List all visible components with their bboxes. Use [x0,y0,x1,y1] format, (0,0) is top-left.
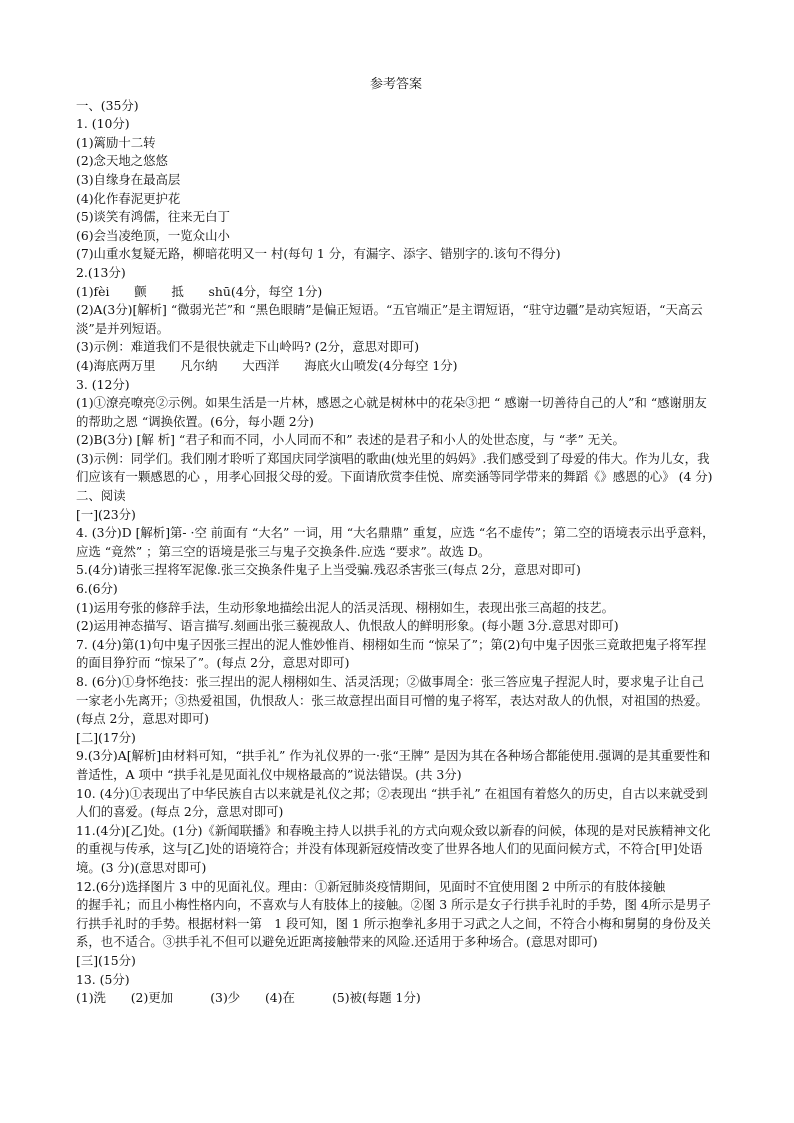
page-title: 参考答案 [369,77,422,92]
q2-answer-3: (3)示例：难道我们不是很快就走下山岭吗? (2分，意思对即可) [76,339,420,355]
q3-answer-2: (2)B(3分) [解 析] “君子和而不同，小人同而不和” 表述的是君子和小人的处世态度，与 “孝” 无关。 [76,432,625,448]
part-3-heading: [三](15分) [76,952,136,968]
q1-answer-3: (3)自缘身在最高层 [76,171,181,187]
q12-answer-part-2: 的握手礼；而且小梅性格内向，不喜欢与人有肢体上的接触。②图 3 所示是女子行拱手礼时的手势，图 4所示是男子行拱手礼时的手势。根据材料一第 1 段可知，图 1 所示抱拳礼多用于习武之人之间，不符合小梅和舅舅的身份及关系，也不适合。③拱手礼不但可以避免近距离接触带来的风险.还适用于多种场合。(意思对即可) [76,897,711,950]
q2-answer-1: (1)fèi 颤 抵 shū(4分，每空 1分) [76,283,323,299]
q4-answer: 4. (3分)D [解析]第- ·空 前面有 “大名” 一词，用 “大名鼎鼎” 重复，应选 “名不虚传”；第二空的语境表示出乎意料，应选 “竟然” ；第三空的语境是张三与鬼子交换条件.应选 “要求”。故选 D。 [76,525,715,559]
q1-answer-5: (5)谈笑有鸿儒，往来无白丁 [76,209,230,225]
q3-answer-3: (3)示例：同学们。我们刚才聆听了郑国庆同学演唱的歌曲(烛光里的妈妈》.我们感受到了母爱的伟大。作为儿女，我们应该有一颗感恩的心 ，用孝心回报父母的爱。下面请欣赏李佳悦、席奕涵等同学带来的舞蹈《》感恩的心》 (4 分) [76,450,713,485]
section-2-heading: 二、阅读 [76,488,126,504]
q1-heading: 1. (10分) [76,116,130,132]
q2-heading: 2.(13分) [76,264,126,280]
q1-answer-2: (2)念天地之悠悠 [76,153,168,169]
q5-answer: 5.(4分)请张三捏将军泥像.张三交换条件鬼子上当受骗.残忍杀害张三(每点 2分，意思对即可) [76,562,581,578]
q1-answer-4: (4)化作春泥更护花 [76,190,181,206]
section-1-heading: 一、(35分) [76,97,139,113]
q9-answer: 9.(3分)A[解析]由材料可知，“拱手礼” 作为礼仪界的一·张“王牌” 是因为其在各种场合都能使用.强调的是其重要性和普适性，A 项中 “拱手礼是见面礼仪中规格最高的”说法错误。(共 3分) [76,748,711,782]
q6-answer-1: (1)运用夸张的修辞手法，生动形象地描绘出泥人的活灵活现、栩栩如生，表现出张三高超的技艺。 [76,599,614,615]
q13-heading: 13. (5分) [76,971,130,987]
q10-answer: 10. (4分)①表现出了中华民族自古以来就是礼仪之邦；②表现出 “拱手礼” 在祖国有着悠久的历史，自古以来就受到人们的喜爱。(每点 2分，意思对即可) [76,785,708,820]
q11-answer: 11.(4分)[乙]处。(1分)《新闻联播》和春晚主持人以拱手礼的方式向观众致以新春的问候，体现的是对民族精神文化的重视与传承，这与[乙]处的语境符合；并没有体现新冠疫情改变了世界各地人们的见面问候方式，不符合[甲]处语境。(3 分)(意思对即可) [76,822,711,875]
q1-answer-6: (6)会当凌绝顶，一览众山小 [76,227,230,243]
q7-answer: 7. (4分)第(1)句中鬼子因张三捏出的泥人惟妙惟肖、栩栩如生而 “惊呆了”；第(2)句中鬼子因张三竟敢把鬼子将军捏的面目狰狞而 “惊呆了”。(每点 2分，意思对即可) [76,636,707,671]
q6-answer-2: (2)运用神态描写、语言描写.刻画出张三藐视敌人、仇恨敌人的鲜明形象。(每小题 3分.意思对即可) [76,618,619,634]
q3-heading: 3. (12分) [76,376,130,392]
part-2-heading: [二](17分) [76,729,136,745]
q12-answer-part-1: 12.(6分)选择图片 3 中的见面礼仪。理由：①新冠肺炎疫情期间，见面时不宜使用图 2 中所示的有肢体接触 [76,878,666,894]
answer-key-page [76,76,716,1008]
q6-heading: 6.(6分) [76,581,118,597]
q2-answer-4: (4)海底两万里 凡尔纳 大西洋 海底火山喷发(4分每空 1分) [76,357,458,373]
q1-answer-7: (7)山重水复疑无路，柳暗花明又一 村(每句 1 分，有漏字、添字、错别字的.该句不得分) [76,246,561,262]
q13-answers: (1)洗 (2)更加 (3)少 (4)在 (5)被(每题 1分) [76,990,421,1006]
part-1-heading: [一](23分) [76,506,136,522]
q2-answer-2: (2)A(3分)[解析] “微弱光芒”和 “黑色眼睛”是偏正短语。“五官端正”是主谓短语，“驻守边疆”是动宾短语，“天高云淡”是并列短语。 [76,302,703,336]
q3-answer-1: (1)①潦亮嘹亮②示例。如果生活是一片林，感恩之心就是树林中的花朵③把 “ 感谢一切善待自己的人”和 “感谢朋友的帮助之恩 “调换依置。(6分，每小题 2分) [76,395,707,429]
q1-answer-1: (1)篱励十二转 [76,134,156,150]
q8-answer: 8. (6分)①身怀绝技：张三捏出的泥人栩栩如生、活灵活现；②做事周全：张三答应鬼子捏泥人时，要求鬼子让自己一家老小先离开；③热爱祖国，仇恨敌人：张三故意捏出面目可憎的鬼子将军，表达对敌人的仇恨，对祖国的热爱。(每点 2分，意思对即可) [76,674,708,727]
